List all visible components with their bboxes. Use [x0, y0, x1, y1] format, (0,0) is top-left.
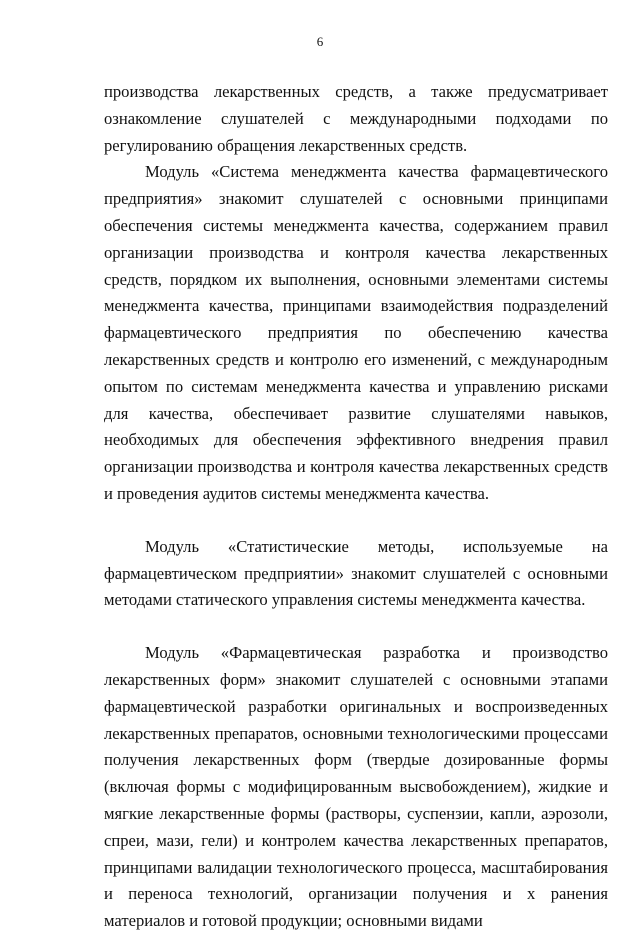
page-number: 6 — [316, 34, 324, 49]
document-body — [104, 79, 608, 935]
paragraph-pharmaceutical-development-module: Модуль «Фармацевтическая разработка и производство лекарственных форм» знакомит слушателей с основными этапами фармацевтической разработки оригинальных и воспроизведенных лекарственных препаратов, основными технологическими процессами получения лекарственных форм (твердые дозированные формы (включая формы с модифицированным высвобождением), жидкие и мягкие лекарственные формы (растворы, суспензии, капли, аэрозоли, спреи, мази, гели) и контролем качества лекарственных препаратов, принципами валидации технологического процесса, масштабирования и переноса технологий, организации получения и х ранения материалов и готовой продукции; основными видами — [104, 643, 608, 931]
paragraph-continuation: производства лекарственных средств, а также предусматривает ознакомление слушателей с международными подходами по регулированию обращения лекарственных средств. — [104, 82, 608, 155]
paragraph-statistical-methods-module: Модуль «Статистические методы, используемые на фармацевтическом предприятии» знакомит слушателей с основными методами статического управления системы менеджмента качества. — [104, 536, 608, 610]
paragraph-quality-management-module: Модуль «Система менеджмента качества фармацевтического предприятия» знакомит слушателей с основными принципами обеспечения системы менеджмента качества, содержанием правил организации производства и контроля качества лекарственных средств, порядком их выполнения, основными элементами системы менеджмента качества, принципами взаимодействия подразделений фармацевтического предприятия по обеспечению качества лекарственных средств и контролю его изменений, с международным опытом по системам менеджмента качества и управлению рисками для качества, обеспечивает развитие слушателями навыков, необходимых для обеспечения эффективного внедрения правил организации производства и контроля качества лекарственных средств и проведения аудитов системы менеджмента качества. — [104, 162, 608, 503]
